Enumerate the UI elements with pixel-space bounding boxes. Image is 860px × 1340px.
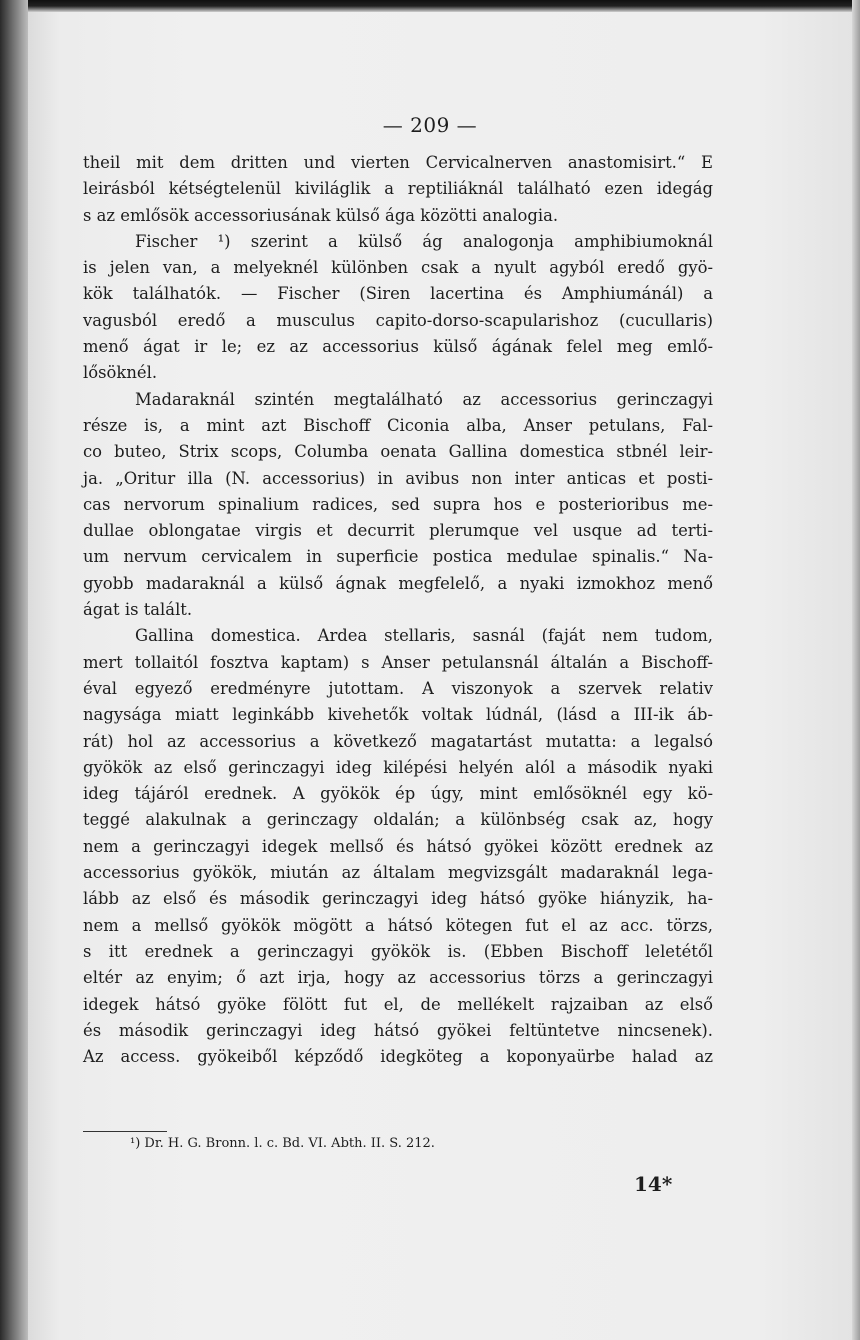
text-line: és második gerinczagyi ideg hátsó gyökei feltüntetve nincsenek).: [83, 1020, 713, 1040]
text-line: ja. „Oritur illa (N. accessorius) in avibus non inter anticas et posti-: [83, 468, 713, 488]
text-line: vagusból eredő a musculus capito-dorso-scapularishoz (cucullaris): [83, 310, 713, 330]
text-line: lősöknél.: [83, 363, 158, 383]
text-line: Az access. gyökeiből képződő idegköteg a koponyaürbe halad az: [83, 1047, 713, 1067]
text-line: accessorius gyökök, miután az általam megvizsgált madaraknál lega-: [83, 863, 713, 883]
text-line: éval egyező eredményre jutottam. A viszonyok a szervek relativ: [83, 678, 713, 698]
text-line: co buteo, Strix scops, Columba oenata Gallina domestica stbnél leir-: [83, 442, 713, 462]
footnote: ¹) Dr. H. G. Bronn. l. c. Bd. VI. Abth. II. S. 212.: [130, 1136, 435, 1151]
signature-mark: 14*: [634, 1172, 673, 1196]
scan-right-edge: [852, 0, 860, 1340]
text-line: nem a mellső gyökök mögött a hátsó kötegen fut el az acc. törzs,: [83, 915, 713, 935]
text-line: rát) hol az accessorius a következő magatartást mutatta: a legalsó: [83, 731, 713, 751]
text-line: um nervum cervicalem in superficie postica medulae spinalis.“ Na-: [83, 547, 713, 567]
text-line: is jelen van, a melyeknél különben csak a nyult agyból eredő gyö-: [83, 258, 713, 278]
footnote-rule: [83, 1131, 167, 1132]
text-line: Gallina domestica. Ardea stellaris, sasnál (faját nem tudom,: [135, 626, 713, 646]
text-line: gyökök az első gerinczagyi ideg kilépési helyén alól a második nyaki: [83, 757, 713, 777]
text-line: menő ágat ir le; ez az accessorius külső ágának felel meg emlő-: [83, 337, 713, 357]
text-line: eltér az enyim; ő azt irja, hogy az accessorius törzs a gerinczagyi: [83, 968, 713, 988]
text-line: nagysága miatt leginkább kivehetők voltak lúdnál, (lásd a III-ik áb-: [83, 705, 713, 725]
text-line: teggé alakulnak a gerinczagy oldalán; a különbség csak az, hogy: [83, 810, 713, 830]
text-line: theil mit dem dritten und vierten Cervicalnerven anastomisirt.“ E: [83, 153, 713, 172]
text-line: Madaraknál szintén megtalálható az accessorius gerinczagyi: [135, 389, 713, 409]
text-line: dullae oblongatae virgis et decurrit plerumque vel usque ad terti-: [83, 521, 713, 541]
scan-binding-shadow: [0, 0, 28, 1340]
text-line: s az emlősök accessoriusának külső ága közötti analogia.: [83, 205, 559, 225]
text-line: s itt erednek a gerinczagyi gyökök is. (Ebben Bischoff leletétől: [83, 941, 713, 961]
text-line: kök találhatók. — Fischer (Siren lacertina és Amphiumánál) a: [83, 284, 713, 304]
text-line: ágat is talált.: [83, 600, 193, 620]
page-number: — 209 —: [382, 113, 478, 137]
text-line: leirásból kétségtelenül kiviláglik a reptiliáknál található ezen idegág: [83, 179, 713, 199]
text-line: lább az első és második gerinczagyi ideg hátsó gyöke hiányzik, ha-: [83, 889, 713, 909]
text-line: gyobb madaraknál a külső ágnak megfelelő, a nyaki izmokhoz menő: [83, 573, 713, 593]
text-line: idegek hátsó gyöke fölött fut el, de mellékelt rajzaiban az első: [83, 994, 713, 1014]
text-line: nem a gerinczagyi idegek mellső és hátsó gyökei között erednek az: [83, 836, 713, 856]
text-line: ideg tájáról erednek. A gyökök ép úgy, mint emlősöknél egy kö-: [83, 784, 713, 804]
text-line: mert tollaitól fosztva kaptam) s Anser petulansnál általán a Bischoff-: [83, 652, 713, 672]
text-line: Fischer ¹) szerint a külső ág analogonja amphibiumoknál: [135, 231, 713, 251]
text-line: része is, a mint azt Bischoff Ciconia alba, Anser petulans, Fal-: [83, 415, 713, 435]
scan-top-shadow: [0, 0, 860, 12]
body-text: [83, 150, 713, 1070]
text-line: cas nervorum spinalium radices, sed supra hos e posterioribus me-: [83, 494, 713, 514]
